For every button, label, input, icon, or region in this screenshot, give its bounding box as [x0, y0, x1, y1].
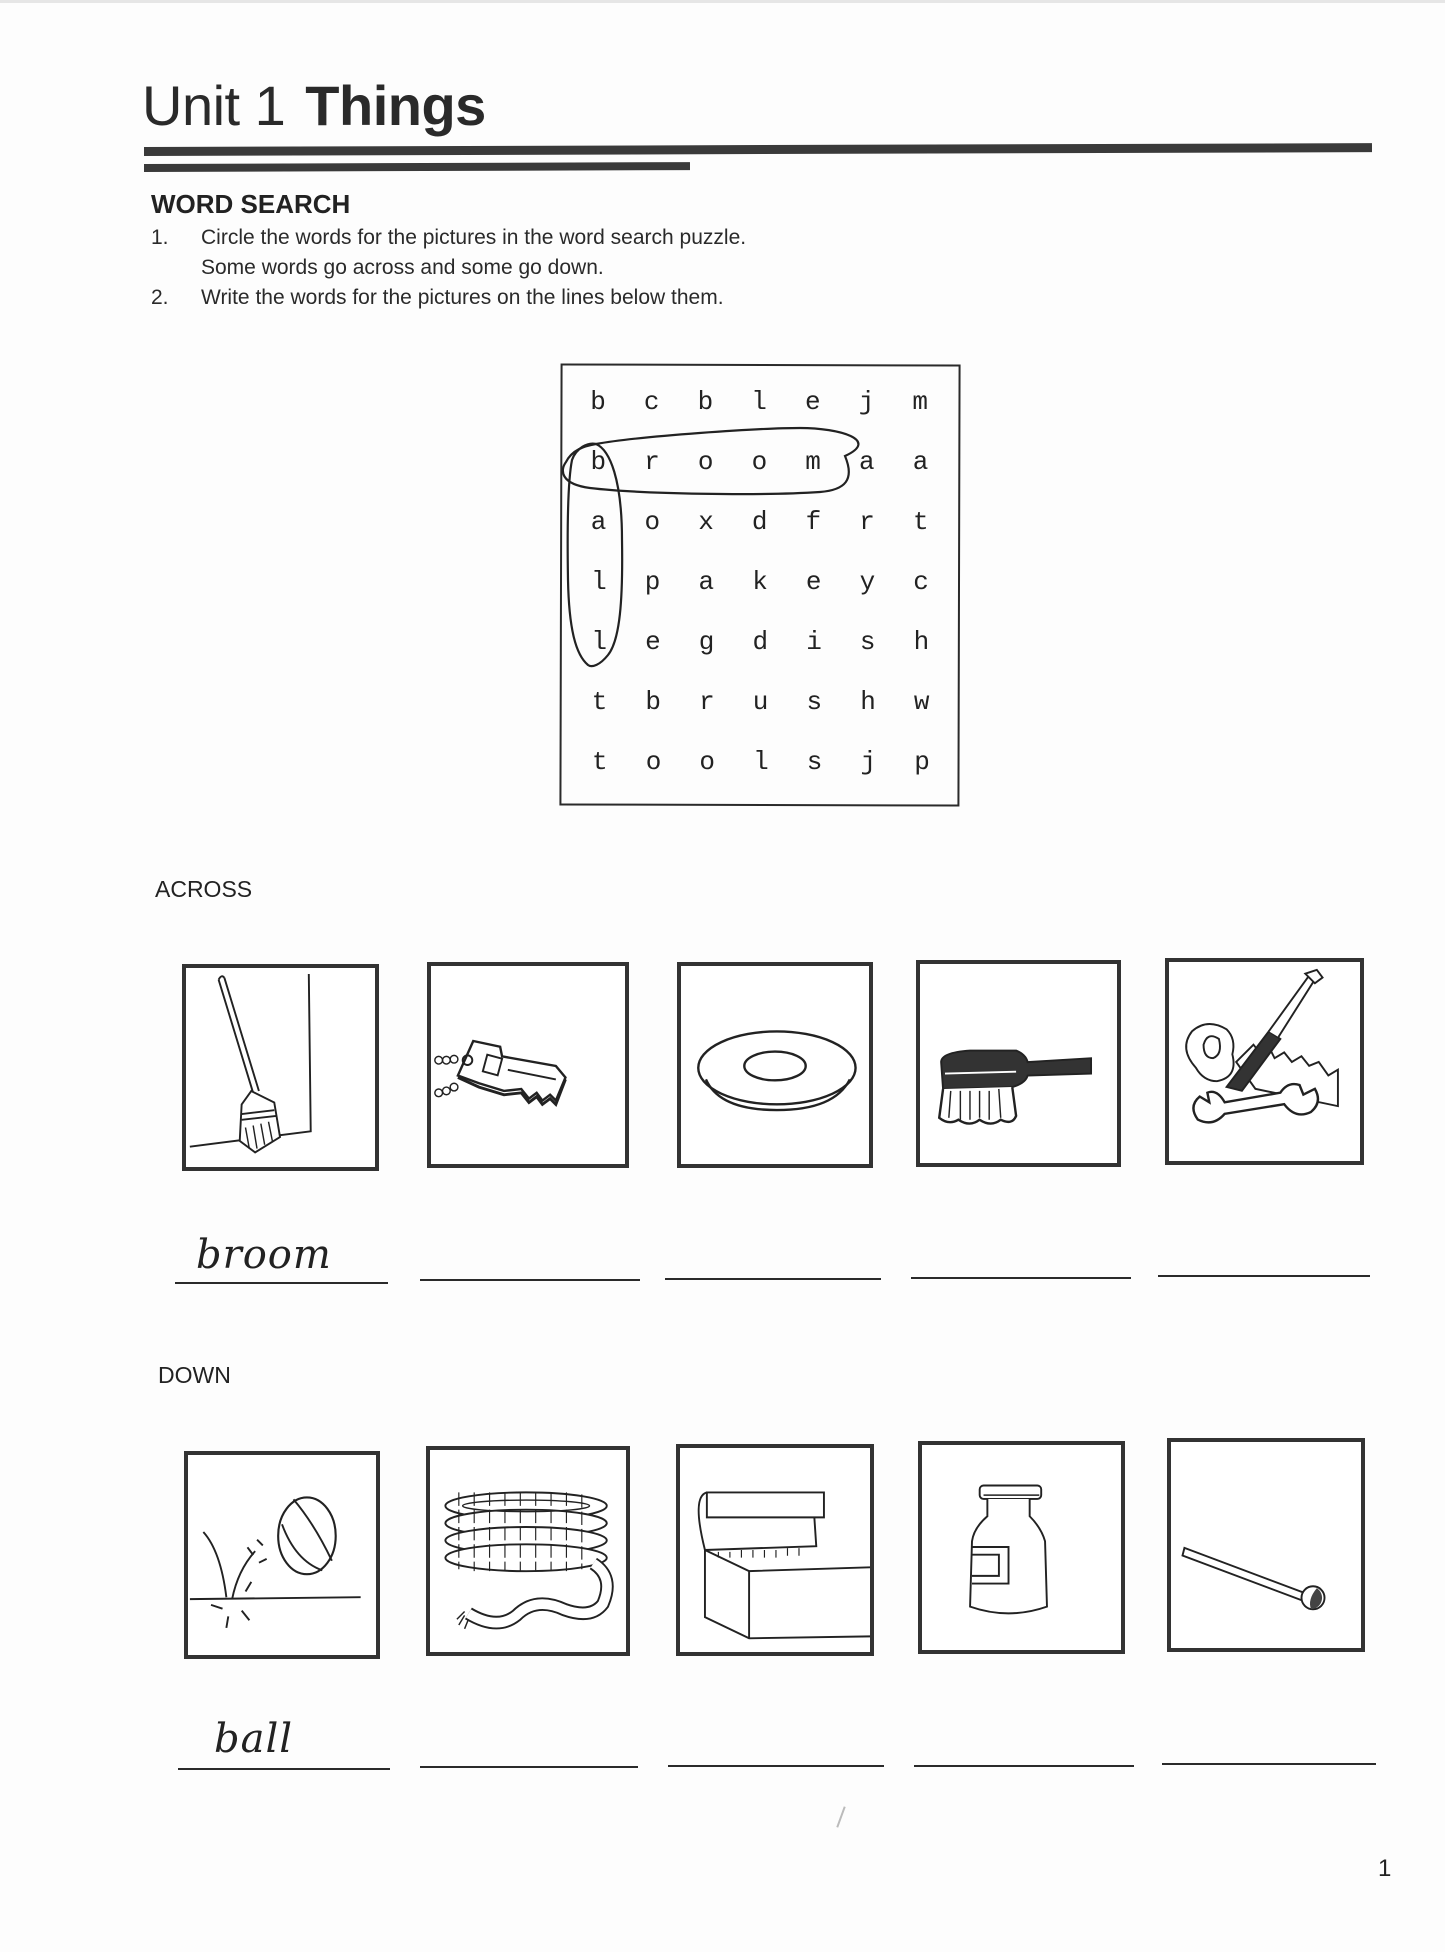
grid-letter: o: [697, 447, 714, 477]
across-label: ACROSS: [155, 876, 253, 902]
grid-letter: r: [644, 447, 660, 477]
grid-letter: s: [859, 627, 876, 657]
grid-letter: a: [698, 567, 715, 597]
grid-letter: b: [697, 387, 714, 417]
answer-line[interactable]: [420, 1766, 638, 1768]
grid-letter: o: [644, 507, 661, 537]
grid-letter: e: [805, 567, 822, 597]
grid-letter: a: [590, 507, 607, 537]
picture-broom: [182, 964, 379, 1171]
answer-across-1: broom: [196, 1232, 332, 1278]
picture-box: [676, 1444, 874, 1656]
dish-icon: [681, 966, 869, 1164]
answer-line[interactable]: [178, 1768, 390, 1770]
grid-letter: a: [858, 447, 875, 477]
picture-key: [427, 962, 629, 1168]
grid-letter: d: [752, 627, 769, 657]
page-title: [142, 74, 486, 137]
unit-name: Things: [305, 74, 486, 137]
answer-line[interactable]: [914, 1765, 1134, 1767]
grid-letter: d: [751, 507, 768, 537]
grid-letter: r: [699, 687, 715, 717]
instruction-1-cont: [201, 256, 604, 280]
ball-icon: [188, 1455, 376, 1655]
instruction-text: Some words go across and some go down.: [201, 256, 604, 279]
answer-line[interactable]: [668, 1765, 884, 1767]
box-icon: [680, 1448, 870, 1652]
answer-line[interactable]: [175, 1282, 388, 1284]
instruction-number: 2.: [151, 286, 169, 309]
jar-icon: [922, 1445, 1121, 1650]
instruction-text: Write the words for the pictures on the lines below them.: [201, 286, 724, 309]
answer-line[interactable]: [911, 1277, 1131, 1279]
grid-letter: m: [805, 447, 821, 477]
answer-line[interactable]: [420, 1279, 640, 1281]
grid-letter: a: [912, 447, 929, 477]
grid-letter: e: [804, 387, 821, 417]
page-top-edge: [0, 0, 1445, 3]
grid-letter: t: [912, 507, 929, 537]
grid-letter: p: [914, 747, 930, 777]
unit-label: Unit 1: [142, 74, 286, 137]
grid-letter: t: [591, 747, 608, 777]
grid-letter: o: [751, 447, 768, 477]
broom-icon: [186, 968, 375, 1167]
grid-letter: p: [644, 567, 661, 597]
down-label: DOWN: [158, 1362, 231, 1388]
picture-match: [1167, 1438, 1365, 1652]
grid-letter: c: [643, 387, 660, 417]
picture-rope: [426, 1446, 630, 1656]
grid-letter: u: [752, 687, 769, 717]
key-icon: [431, 966, 625, 1164]
picture-tools: [1165, 958, 1364, 1165]
grid-letter: m: [912, 387, 928, 417]
instruction-number: 1.: [151, 226, 169, 249]
tools-icon: [1169, 962, 1360, 1161]
grid-letter: s: [806, 747, 823, 777]
answer-line[interactable]: [665, 1278, 881, 1280]
picture-ball: [184, 1451, 380, 1659]
grid-letter: y: [859, 567, 876, 597]
grid-letter: j: [860, 747, 877, 777]
grid-letter: i: [806, 627, 822, 657]
grid-letter: r: [859, 507, 875, 537]
title-rule-long: [144, 143, 1372, 156]
grid-letter: x: [698, 507, 714, 537]
grid-letter: b: [590, 447, 607, 477]
grid-letter: o: [699, 747, 715, 777]
grid-letter: g: [698, 627, 715, 657]
match-icon: [1171, 1442, 1361, 1648]
stray-pencil-mark: [836, 1806, 845, 1827]
rope-icon: [430, 1450, 626, 1652]
grid-letter: w: [913, 687, 930, 717]
grid-letter: o: [645, 747, 662, 777]
title-rule-short: [144, 162, 690, 172]
grid-letter: l: [591, 567, 607, 597]
answer-down-1: ball: [214, 1716, 294, 1762]
picture-jar: [918, 1441, 1125, 1654]
answer-line[interactable]: [1158, 1275, 1370, 1277]
grid-letter: s: [806, 687, 823, 717]
picture-brush: [916, 960, 1121, 1167]
answer-line[interactable]: [1162, 1763, 1376, 1765]
grid-letter: t: [591, 687, 608, 717]
instruction-text: Circle the words for the pictures in the word search puzzle.: [201, 226, 747, 249]
brush-icon: [920, 964, 1117, 1163]
grid-letter: k: [752, 567, 768, 597]
grid-letter: l: [753, 747, 769, 777]
grid-letter: f: [805, 507, 822, 537]
grid-letter: e: [645, 627, 661, 657]
grid-letter: l: [591, 627, 607, 657]
picture-dish: [677, 962, 873, 1168]
grid-letter: h: [860, 687, 876, 717]
instruction-1: [151, 226, 746, 250]
instruction-2: [151, 286, 724, 310]
grid-letter: b: [645, 687, 661, 717]
section-title: WORD SEARCH: [151, 189, 351, 219]
grid-letter: c: [913, 567, 929, 597]
grid-letter: l: [751, 387, 767, 417]
grid-letter: j: [858, 387, 875, 417]
page-number: 1: [1378, 1855, 1392, 1882]
grid-letter: b: [590, 387, 606, 417]
grid-letter: h: [913, 627, 930, 657]
